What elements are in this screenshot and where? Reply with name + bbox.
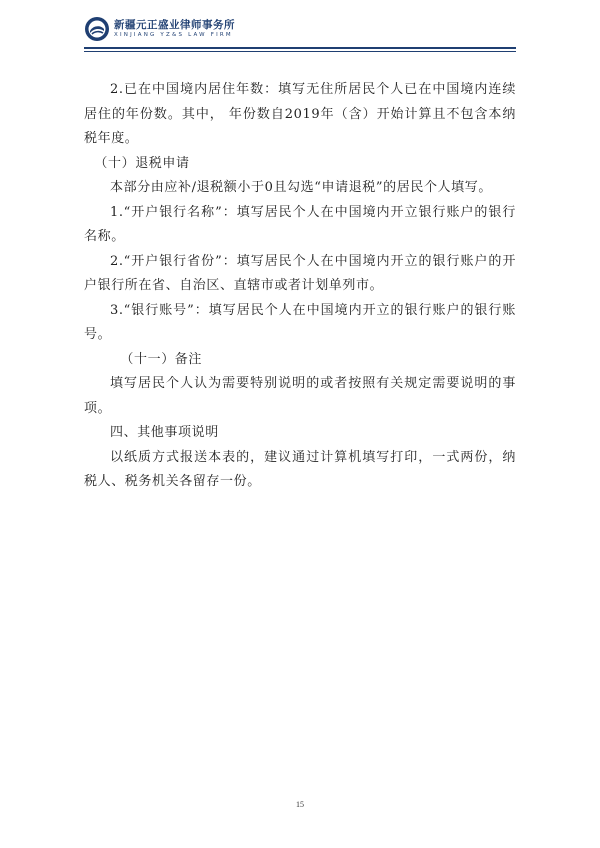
paragraph-bank-province: 2.“开户银行省份”：填写居民个人在中国境内开立的银行账户的开户银行所在省、自治区、直辖市或者计划单列市。 xyxy=(84,253,516,293)
firm-logo-icon xyxy=(84,16,110,42)
paragraph-refund-scope: 本部分由应补/退税额小于0且勾选“申请退税”的居民个人填写。 xyxy=(110,180,492,195)
firm-name-en: XINJIANG YZ&S LAW FIRM xyxy=(114,32,233,38)
header-divider-thick xyxy=(84,47,516,49)
page-number: 15 xyxy=(296,800,304,809)
paragraph-bank-name: 1.“开户银行名称”：填写居民个人在中国境内开立银行账户的银行名称。 xyxy=(84,204,516,244)
document-header xyxy=(84,14,516,50)
firm-name-cn: 新疆元正盛业律师事务所 xyxy=(114,19,235,31)
paragraph-residence-years: 2.已在中国境内居住年数：填写无住所居民个人已在中国境内连续居住的年份数。其中， 年份数自2019年（含）开始计算且不包含本纳税年度。 xyxy=(84,82,516,146)
paragraph-paper-submission: 以纸质方式报送本表的，建议通过计算机填写打印，一式两份，纳税人、税务机关各留存一份。 xyxy=(84,449,516,489)
paragraph-bank-account: 3.“银行账号”：填写居民个人在中国境内开立的银行账户的银行账号。 xyxy=(84,302,516,342)
paragraph-remarks: 填写居民个人认为需要特别说明的或者按照有关规定需要说明的事项。 xyxy=(84,376,516,416)
section-heading-remarks: （十一）备注 xyxy=(120,351,202,367)
section-heading-other-matters: 四、其他事项说明 xyxy=(110,425,219,440)
document-body xyxy=(84,78,516,495)
section-heading-tax-refund: （十）退税申请 xyxy=(94,155,190,171)
header-divider-thin xyxy=(84,51,516,52)
